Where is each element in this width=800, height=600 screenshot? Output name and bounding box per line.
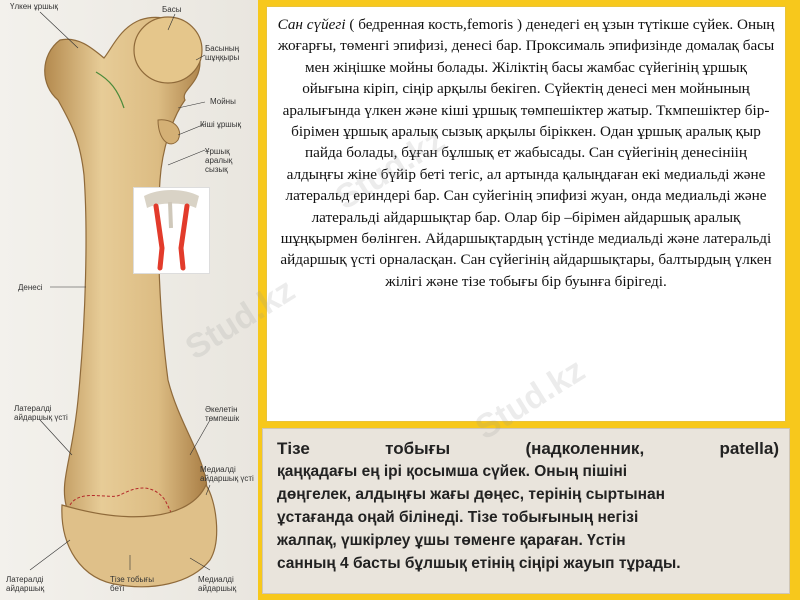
femur-description-card [266, 6, 786, 422]
femur-term: Сан сүйегі [277, 16, 346, 33]
patella-line-5: жалпақ, үшкірлеу ұшы төменге қараған. Үстін [277, 532, 626, 549]
patella-line-6: санның 4 басты бұлшық етінің сіңірі жауып тұрады. [277, 555, 681, 572]
femur-description-text [267, 7, 785, 292]
label-head: Басы [162, 5, 182, 14]
skeleton-inset-image [133, 187, 210, 274]
label-lateral-epicondyle: Латералді айдаршық үсті [14, 404, 68, 422]
patella-line-3: дөңгелек, алдыңғы жағы дөңес, терінің сыртынан [277, 486, 666, 503]
label-great-trochanter: Үлкен ұршық [10, 2, 58, 11]
label-patellar-surface: Тізе тобығы беті [110, 575, 154, 593]
femur-paragraph: ( бедренная кость,femoris ) денедегі ең ұзын түтікше сүйек. Оның жоғарғы, төменгі эпифизі, денесі бар. Проксималь эпифизінде домалақ басы мен жіңішке мойны болады. Жіліктің басы жамбас сүйегінің ұршық ойығына кіріп, сіңір арқылы бекігеn. Сүйектің денесі мен мойнының аралығында үлкен және кіші ұршық төмпешіктер жатыр. Ткмпешіктер бір-бірімен ұршық аралық сызық арқылы біріккен. Одан ұршық аралық қыр пайда болады, бұған бұлшық ет жабысады. Сан сүйегінің денесініің алдыңғы жіне бүйір беті тегіс, ал артында қалыңдаған екі медиальді және латеральд ериндері бар. Сан суйегінің эпифизі жуан, онда медиальді және латеральді айдаршықтар бар. Олар бір –бірімен айдаршық аралық шұңқырмен бөлінген. Айдаршықтардың үстінде медиальді және латеральді айдаршық үсті орналасқан. Сан сүйегінің айдаршықтары, балтырдың үлкен жілігі және тізе тобығы бір буынға бірігеді. [277, 16, 775, 290]
label-adductor-tubercle: Әкелетін төмпешік [205, 405, 240, 423]
femur-illustration-panel [0, 0, 258, 600]
patella-title-paren: (надколенник, [525, 439, 645, 458]
label-head-fovea: Басының шұңқыры [205, 44, 240, 62]
label-medial-condyle: Медиалді айдаршық [198, 575, 237, 593]
patella-title-word1: Тізе [277, 439, 310, 458]
label-neck: Мойны [210, 97, 236, 106]
label-lesser-trochanter: Кіші ұршық [200, 120, 241, 129]
lower-limb-skeleton-icon [134, 188, 209, 273]
patella-line-4: ұстағанда оңай білінеді. Тізе тобығының негізі [277, 509, 639, 526]
patella-title-latin: patella) [719, 439, 779, 458]
patella-line-2: қаңқадағы ең ірі қосымша сүйек. Оның пішіні [277, 463, 628, 480]
label-medial-epicondyle: Медиалді айдаршық үсті [200, 465, 254, 483]
label-intertrochanteric-line: Ұршық аралық сызық [205, 147, 233, 174]
patella-title-line [277, 437, 779, 460]
label-body: Денесі [18, 283, 43, 292]
patella-title-word2: тобығы [385, 439, 451, 458]
label-lateral-condyle: Латералді айдаршық [6, 575, 45, 593]
patella-text [263, 429, 789, 575]
patella-scan-card [262, 428, 790, 594]
femur-bone-drawing [0, 0, 258, 600]
